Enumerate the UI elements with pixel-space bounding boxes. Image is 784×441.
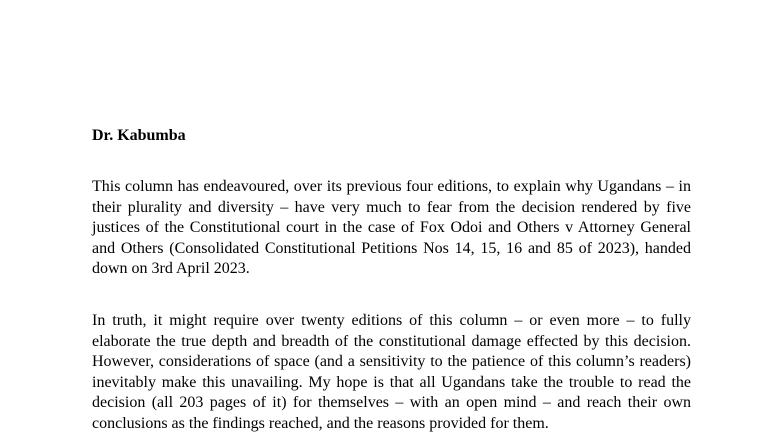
- paragraph-1: This column has endeavoured, over its previous four editions, to explain why Ugandans – in their plurality and diversity – have very much to fear from the decision rendered by five justices of the Constitutional court in the case of Fox Odoi and Others v Attorney General and Others (Consolidated Constitutional Petitions Nos 14, 15, 16 and 85 of 2023), handed down on 3rd April 2023.: [92, 178, 691, 278]
- paragraph-2: In truth, it might require over twenty editions of this column – or even more – to fully elaborate the true depth and breadth of the constitutional damage effected by this decision. However, considerations of space (and a sensitivity to the patience of this column’s readers) inevitably make this unavailing. My hope is that all Ugandans take the trouble to read the decision (all 203 pages of it) for themselves – with an open mind – and reach their own conclusions as the findings reached, and the reasons provided for them.: [92, 312, 691, 432]
- author-byline: Dr. Kabumba: [92, 127, 186, 144]
